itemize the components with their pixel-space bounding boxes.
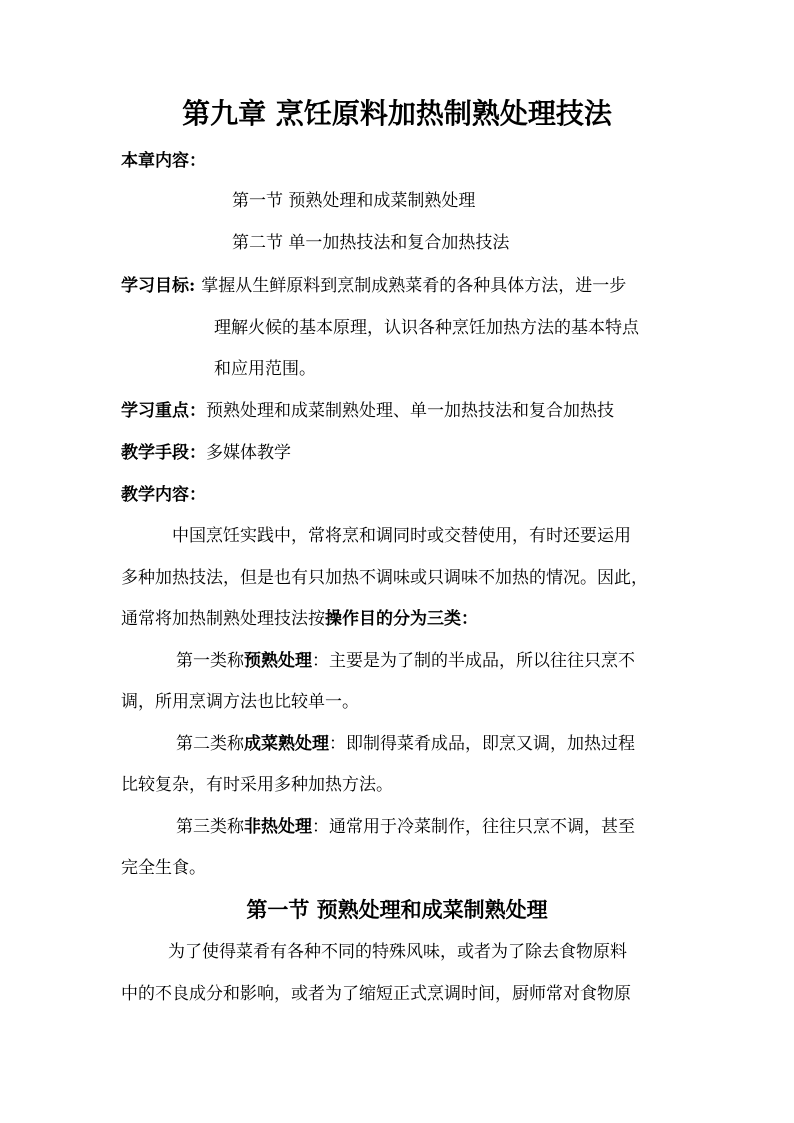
teaching-content-label: 教学内容： <box>121 485 206 505</box>
contents-item-1: 第一节 预熟处理和成菜制熟处理 <box>232 191 476 211</box>
category-3-prefix: 第三类称 <box>176 817 244 837</box>
objective-line-3: 和应用范围。 <box>214 359 316 379</box>
category-1-line-1 <box>176 651 635 671</box>
category-2-line-1 <box>176 734 635 754</box>
focus-line <box>121 401 614 421</box>
intro-line-3-text: 通常将加热制熟处理技法按 <box>121 609 325 629</box>
category-2-text: ：即制得菜肴成品，即烹又调，加热过程 <box>329 734 635 754</box>
category-1-line-2: 调，所用烹调方法也比较单一。 <box>121 692 359 712</box>
objective-label: 学习目标 <box>121 276 189 296</box>
category-2-prefix: 第二类称 <box>176 734 244 754</box>
contents-item-2: 第二节 单一加热技法和复合加热技法 <box>232 233 510 253</box>
objective-line-1: 学习目标: 掌握从生鲜原料到烹制成熟菜肴的各种具体方法，进一步 <box>121 276 627 296</box>
section-1-line-2: 中的不良成分和影响，或者为了缩短正式烹调时间，厨师常对食物原 <box>121 984 631 1004</box>
intro-line-3 <box>121 609 478 629</box>
section-1-title: 第一节 预熟处理和成菜制熟处理 <box>246 897 548 922</box>
contents-label: 本章内容： <box>121 151 206 171</box>
means-line <box>121 443 291 463</box>
category-3-line-1 <box>176 817 635 837</box>
category-1-term: 预熟处理 <box>244 651 312 671</box>
category-3-text: ：通常用于冷菜制作，往往只烹不调，甚至 <box>312 817 635 837</box>
chapter-title: 第九章 烹饪原料加热制熟处理技法 <box>182 97 612 130</box>
section-1-line-1: 为了使得菜肴有各种不同的特殊风味，或者为了除去食物原料 <box>168 942 627 962</box>
category-2-line-2: 比较复杂，有时采用多种加热方法。 <box>121 775 393 795</box>
objective-line-2: 理解火候的基本原理，认识各种烹饪加热方法的基本特点 <box>214 318 639 338</box>
focus-text: 预熟处理和成菜制熟处理、单一加热技法和复合加热技 <box>206 401 614 421</box>
category-1-text: ：主要是为了制的半成品，所以往往只烹不 <box>312 651 635 671</box>
objective-text-1: 掌握从生鲜原料到烹制成熟菜肴的各种具体方法，进一步 <box>201 276 627 296</box>
means-text: 多媒体教学 <box>206 443 291 463</box>
intro-line-1: 中国烹饪实践中，常将烹和调同时或交替使用，有时还要运用 <box>172 526 631 546</box>
intro-line-3-bold: 操作目的分为三类： <box>325 609 478 629</box>
category-2-term: 成菜熟处理 <box>244 734 329 754</box>
category-3-line-2: 完全生食。 <box>121 858 206 878</box>
category-1-prefix: 第一类称 <box>176 651 244 671</box>
intro-line-2: 多种加热技法，但是也有只加热不调味或只调味不加热的情况。因此， <box>121 568 648 588</box>
focus-label: 学习重点： <box>121 401 206 421</box>
means-label: 教学手段： <box>121 443 206 463</box>
category-3-term: 非热处理 <box>244 817 312 837</box>
